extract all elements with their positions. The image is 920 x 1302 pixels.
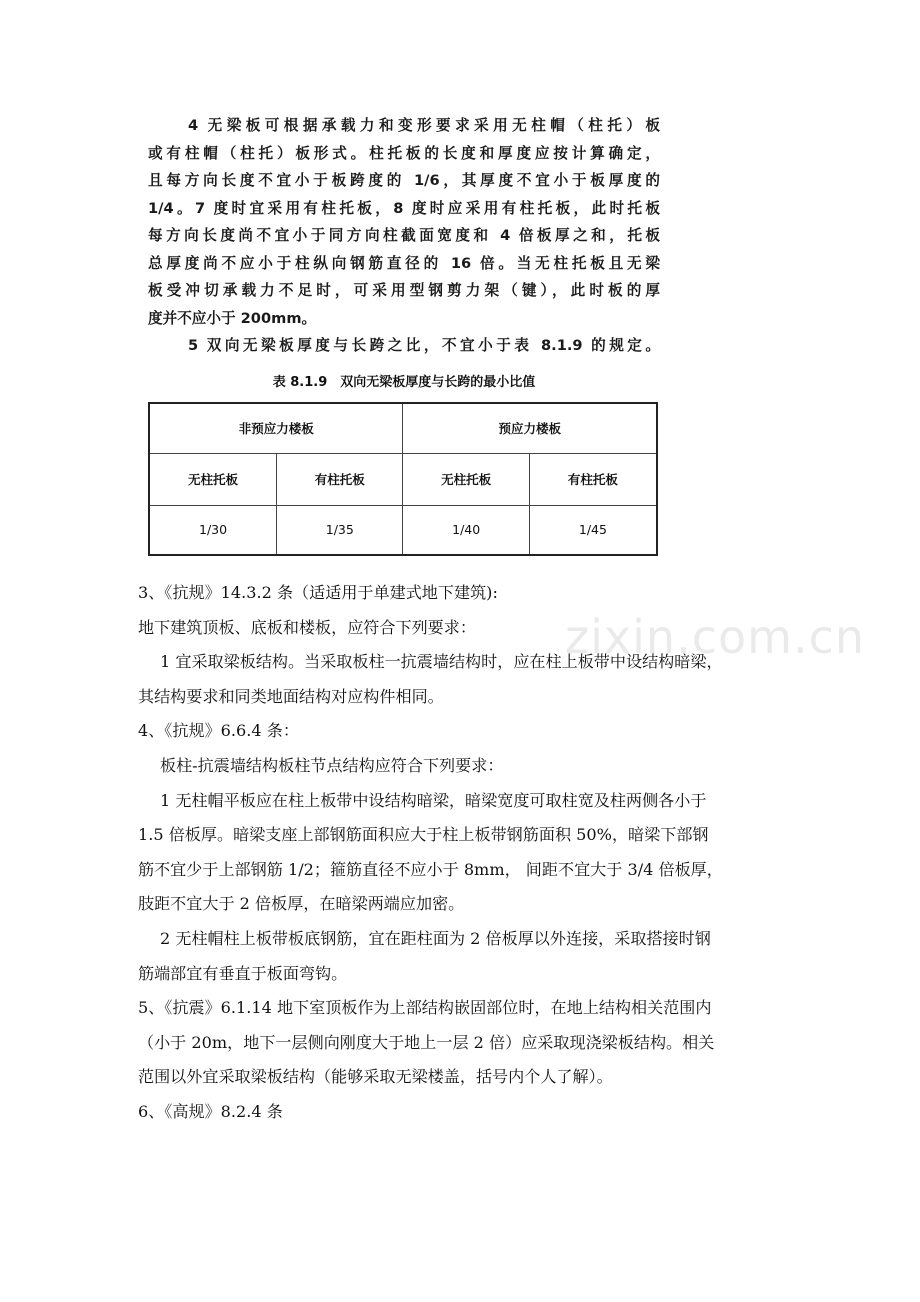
scan-line: 5 双向无梁板厚度与长跨之比，不宜小于表 8.1.9 的规定。 <box>188 337 660 354</box>
paragraph: 5、《抗震》6.1.14 地下室顶板作为上部结构嵌固部位时，在地上结构相关范围内 <box>138 998 712 1018</box>
scan-line: 4 无梁板可根据承载力和变形要求采用无柱帽（柱托）板 <box>188 117 660 134</box>
table-group-header: 预应力楼板 <box>403 403 657 453</box>
table-cell: 1/40 <box>403 505 529 555</box>
table-group-header: 非预应力楼板 <box>149 403 403 453</box>
paragraph: 1 宜采取梁板结构。当采取板柱一抗震墙结构时，应在柱上板带中设结构暗梁， <box>160 652 723 672</box>
scan-line: 每方向长度尚不宜小于同方向柱截面宽度和 4 倍板厚之和，托板 <box>148 227 660 244</box>
scan-line: 度并不应小于 200mm。 <box>148 309 317 327</box>
paragraph: （小于 20m，地下一层侧向刚度大于地上一层 2 倍）应采取现浇梁板结构。相关 <box>138 1032 715 1052</box>
scan-line: 总厚度尚不应小于柱纵向钢筋直径的 16 倍。当无柱托板且无梁 <box>148 254 660 272</box>
table-sub-header: 无柱托板 <box>149 453 277 505</box>
paragraph: 地下建筑顶板、底板和楼板，应符合下列要求： <box>138 617 476 637</box>
table-cell: 1/35 <box>277 505 403 555</box>
scan-line: 板受冲切承载力不足时，可采用型钢剪力架（键），此时板的厚 <box>148 282 660 299</box>
document-body <box>138 576 788 1130</box>
paragraph: 6、《高规》8.2.4 条 <box>138 1101 283 1121</box>
paragraph: 1 无柱帽平板应在柱上板带中设结构暗梁，暗梁宽度可取柱宽及柱两侧各小于 <box>160 790 707 810</box>
table-sub-header: 无柱托板 <box>403 453 529 505</box>
paragraph: 其结构要求和同类地面结构对应构件相同。 <box>138 686 444 706</box>
paragraph: 3、《抗规》14.3.2 条（适适用于单建式地下建筑): <box>138 583 498 602</box>
paragraph: 2 无柱帽柱上板带板底钢筋，宜在距柱面为 2 倍板厚以外连接，采取搭接时钢 <box>160 928 711 948</box>
paragraph: 范围以外宜采取梁板结构（能够采取无梁楼盖，括号内个人了解）。 <box>138 1067 613 1087</box>
watermark: zixin.com.cn <box>565 610 866 664</box>
scanned-excerpt <box>148 112 660 360</box>
table-cell: 1/45 <box>529 505 657 555</box>
table-sub-header: 有柱托板 <box>529 453 657 505</box>
scan-line: 1/4。7 度时宜采用有柱托板，8 度时应采用有柱托板，此时托板 <box>148 199 660 217</box>
table-sub-header: 有柱托板 <box>277 453 403 505</box>
ratio-table <box>148 402 658 556</box>
scan-line: 且每方向长度不宜小于板跨度的 1/6，其厚度不宜小于板厚度的 <box>148 172 660 189</box>
table-cell: 1/30 <box>149 505 277 555</box>
paragraph: 1.5 倍板厚。暗梁支座上部钢筋面积应大于柱上板带钢筋面积 50%，暗梁下部钢 <box>138 825 709 845</box>
paragraph: 筋端部宜有垂直于板面弯钩。 <box>138 963 348 983</box>
paragraph: 筋不宜少于上部钢筋 1/2；箍筋直径不应小于 8mm， 间距不宜大于 3/4 倍板厚， <box>138 859 723 879</box>
paragraph: 4、《抗规》6.6.4 条： <box>138 721 299 741</box>
paragraph: 板柱-抗震墙结构板柱节点结构应符合下列要求： <box>160 755 504 775</box>
paragraph: 肢距不宜大于 2 倍板厚，在暗梁两端应加密。 <box>138 894 465 914</box>
table-title: 表 8.1.9 双向无梁板厚度与长跨的最小比值 <box>272 375 536 390</box>
scan-line: 或有柱帽（柱托）板形式。柱托板的长度和厚度应按计算确定， <box>148 144 660 162</box>
